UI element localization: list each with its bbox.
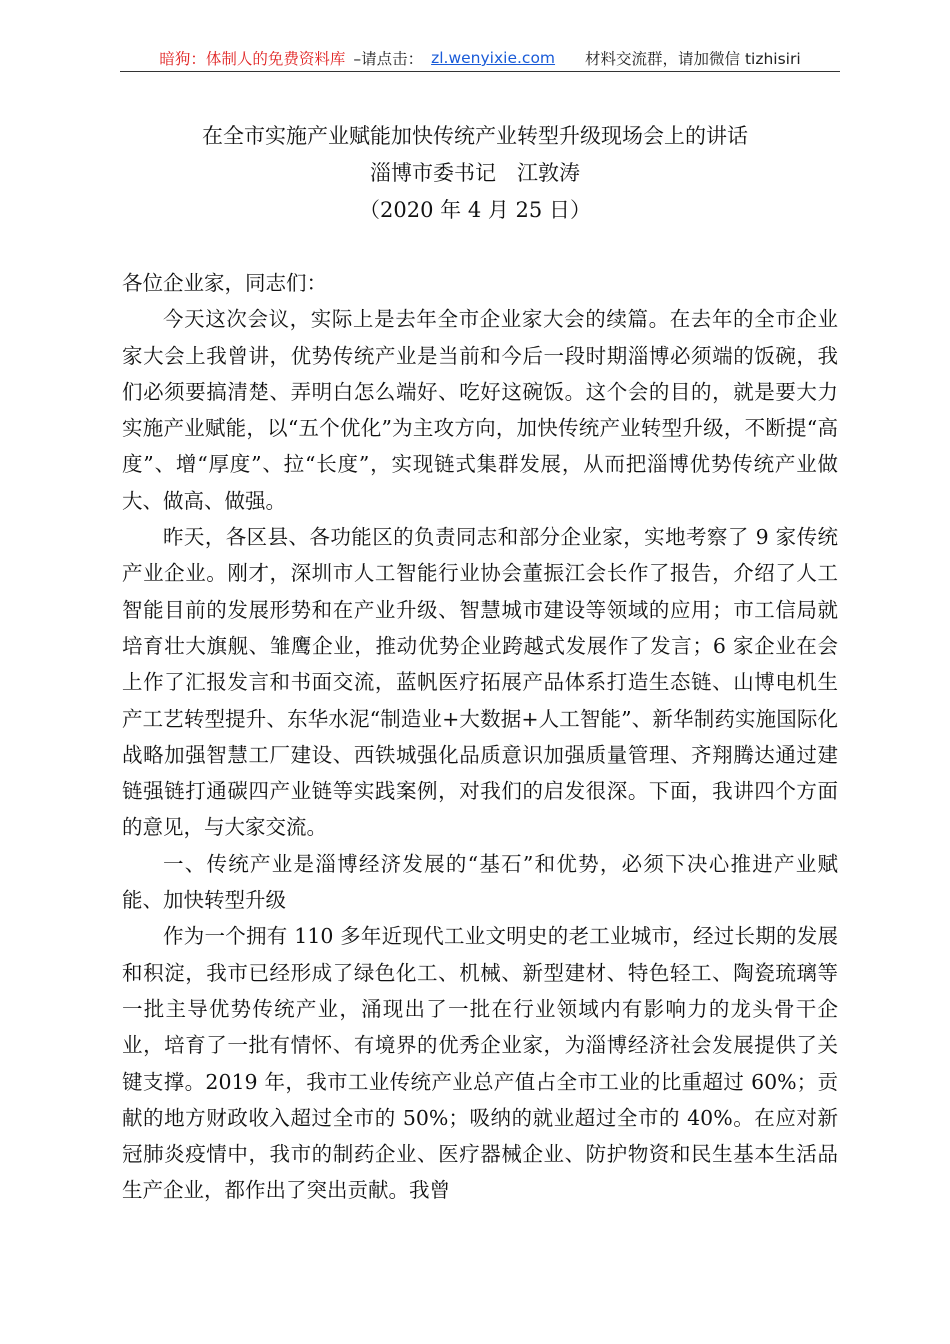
speech-body	[122, 265, 838, 1209]
header-brand: 暗狗：体制人的免费资料库	[159, 50, 346, 68]
salutation: 各位企业家，同志们：	[122, 271, 327, 295]
page-header	[120, 44, 840, 72]
paragraph: 今天这次会议，实际上是去年全市企业家大会的续篇。在去年的全市企业家大会上我曾讲，优势传统产业是当前和今后一段时期淄博必须端的饭碗，我们必须要搞清楚、弄明白怎么端好、吃好这碗饭。这个会的目的，就是要大力实施产业赋能，以“五个优化”为主攻方向，加快传统产业转型升级，不断提“高度”、增“厚度”、拉“长度”，实现链式集群发展，从而把淄博优势传统产业做大、做高、做强。	[122, 307, 838, 513]
header-contact: 材料交流群，请加微信 tizhisiri	[585, 50, 801, 68]
speaker-line: 淄博市委书记 江敦涛	[370, 161, 580, 185]
section-heading: 一、传统产业是淄博经济发展的“基石”和优势，必须下决心推进产业赋能、加快转型升级	[122, 851, 838, 913]
header-click-prefix: –请点击：	[353, 50, 424, 68]
speech-title: 在全市实施产业赋能加快传统产业转型升级现场会上的讲话	[202, 124, 748, 148]
speech-date: （2020 年 4 月 25 日）	[359, 198, 591, 222]
header-url-link[interactable]: zl.wenyixie.com	[431, 49, 556, 67]
header-divider	[120, 71, 840, 72]
paragraph: 昨天，各区县、各功能区的负责同志和部分企业家，实地考察了 9 家传统产业企业。刚才，深圳市人工智能行业协会董振江会长作了报告，介绍了人工智能目前的发展形势和在产业升级、智慧城市建设等领域的应用；市工信局就培育壮大旗舰、雏鹰企业，推动优势企业跨越式发展作了发言；6 家企业在会上作了汇报发言和书面交流，蓝帆医疗拓展产品体系打造生态链、山博电机生产工艺转型提升、东华水泥“制造业+大数据+人工智能”、新华制药实施国际化战略加强智慧工厂建设、西铁城强化品质意识加强质量管理、齐翔腾达通过建链强链打通碳四产业链等实践案例，对我们的启发很深。下面，我讲四个方面的意见，与大家交流。	[122, 525, 838, 840]
paragraph: 作为一个拥有 110 多年近现代工业文明史的老工业城市，经过长期的发展和积淀，我市已经形成了绿色化工、机械、新型建材、特色轻工、陶瓷琉璃等一批主导优势传统产业，涌现出了一批在行业领域内有影响力的龙头骨干企业，培育了一批有情怀、有境界的优秀企业家，为淄博经济社会发展提供了关键支撑。2019 年，我市工业传统产业总产值占全市工业的比重超过 60%；贡献的地方财政收入超过全市的 50%；吸纳的就业超过全市的 40%。在应对新冠肺炎疫情中，我市的制药企业、医疗器械企业、防护物资和民生基本生活品生产企业，都作出了突出贡献。我曾	[122, 924, 838, 1203]
